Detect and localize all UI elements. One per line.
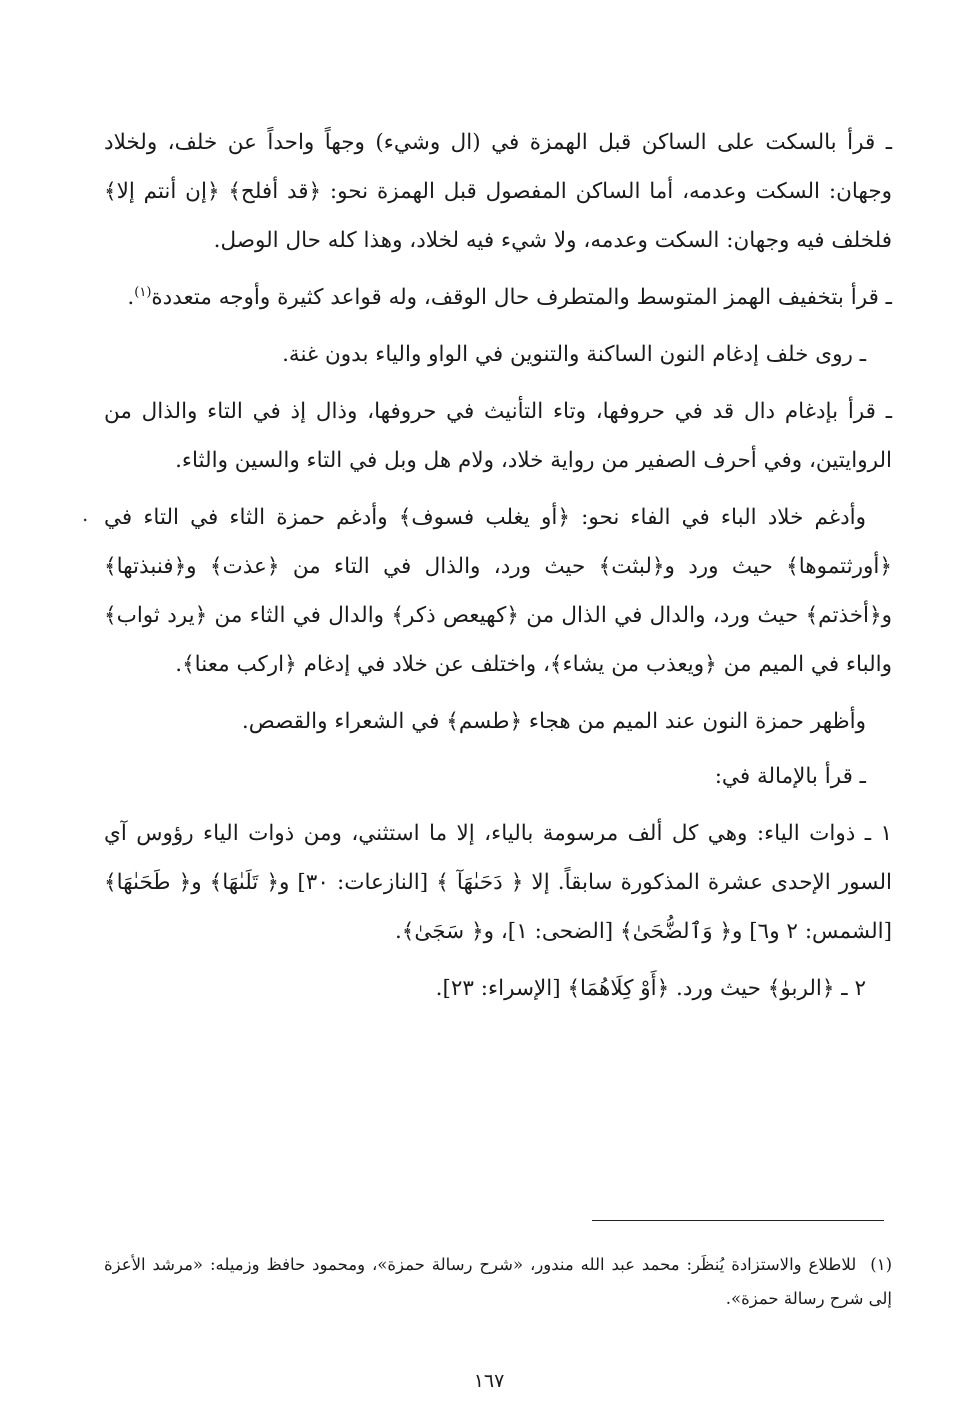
paragraph-imala-heading: ـ قرأ بالإمالة في:	[714, 764, 866, 789]
stray-mark: .	[82, 502, 89, 526]
list-item-riba: ٢ ـ ﴿الربوٰ﴾ حيث ورد. ﴿أَوْ كِلَاهُمَا﴾ [الإسراء: ٢٣].	[435, 976, 866, 1001]
paragraph-takhfif-hamz	[104, 273, 892, 322]
page-number: ١٦٧	[473, 1370, 505, 1392]
list-item-dhawat-al-ya: ١ ـ ذوات الياء: وهي كل ألف مرسومة بالياء، إلا ما استثني، ومن ذوات الياء رؤوس آي السور الإحدى عشرة المذكورة سابقاً. إلا ﴿ دَحَىٰهَآ ﴾ [النازعات: ٣٠] و﴿ تَلَىٰهَا﴾ و﴿ طَحَىٰهَا﴾ [الشمس: ٢ و٦] و﴿ وَٱلضُّحَىٰ﴾ [الضحى: ١]، و﴿ سَجَىٰ﴾.	[104, 821, 892, 944]
main-text	[104, 118, 892, 1021]
footnotes	[104, 1248, 892, 1316]
paragraph-takhfif-text: ـ قرأ بتخفيف الهمز المتوسط والمتطرف حال الوقف، وله قواعد كثيرة وأوجه متعددة	[151, 285, 892, 310]
paragraph-khallad-idgham: وأدغم خلاد الباء في الفاء نحو: ﴿أو يغلب فسوف﴾ وأدغم حمزة الثاء في التاء في ﴿أورثتموها﴾ حيث ورد و﴿لبثت﴾ حيث ورد، والذال في التاء من ﴿عذت﴾ و﴿فنبذتها﴾ و﴿أخذتم﴾ حيث ورد، والدال في الذال من ﴿كهيعص ذكر﴾ والدال في الثاء من ﴿يرد ثواب﴾ والباء في الميم من ﴿ويعذب من يشاء﴾، واختلف عن خلاد في إدغام ﴿اركب معنا﴾.	[104, 505, 892, 677]
paragraph-sakt: ـ قرأ بالسكت على الساكن قبل الهمزة في (ال وشيء) وجهاً واحداً عن خلف، ولخلاد وجهان: السكت وعدمه، أما الساكن المفصول قبل الهمزة نحو: ﴿قد أفلح﴾ ﴿إن أنتم إلا﴾ فلخلف فيه وجهان: السكت وعدمه، ولا شيء فيه لخلاد، وهذا كله حال الوصل.	[104, 130, 892, 253]
footnote-text: للاطلاع والاستزادة يُنظَر: محمد عبد الله مندور، «شرح رسالة حمزة»، ومحمود حافظ وزميله: «مرشد الأعزة إلى شرح رسالة حمزة».	[104, 1255, 892, 1308]
paragraph-idgham-nun: ـ روى خلف إدغام النون الساكنة والتنوين في الواو والياء بدون غنة.	[282, 342, 866, 367]
footnote-number: (١)	[870, 1255, 892, 1274]
footnote-divider	[592, 1220, 884, 1221]
paragraph-takhfif-end: .	[127, 285, 135, 310]
footnote-reference[interactable]: (١)	[134, 284, 152, 300]
paragraph-idgham-dal: ـ قرأ بإدغام دال قد في حروفها، وتاء التأنيث في حروفها، وذال إذ في التاء والذال من الروايتين، وفي أحرف الصفير من رواية خلاد، ولام هل وبل في التاء والسين والثاء.	[104, 399, 892, 473]
footnote-1	[104, 1248, 892, 1316]
paragraph-izhar: وأظهر حمزة النون عند الميم من هجاء ﴿طسم﴾ في الشعراء والقصص.	[241, 709, 866, 734]
